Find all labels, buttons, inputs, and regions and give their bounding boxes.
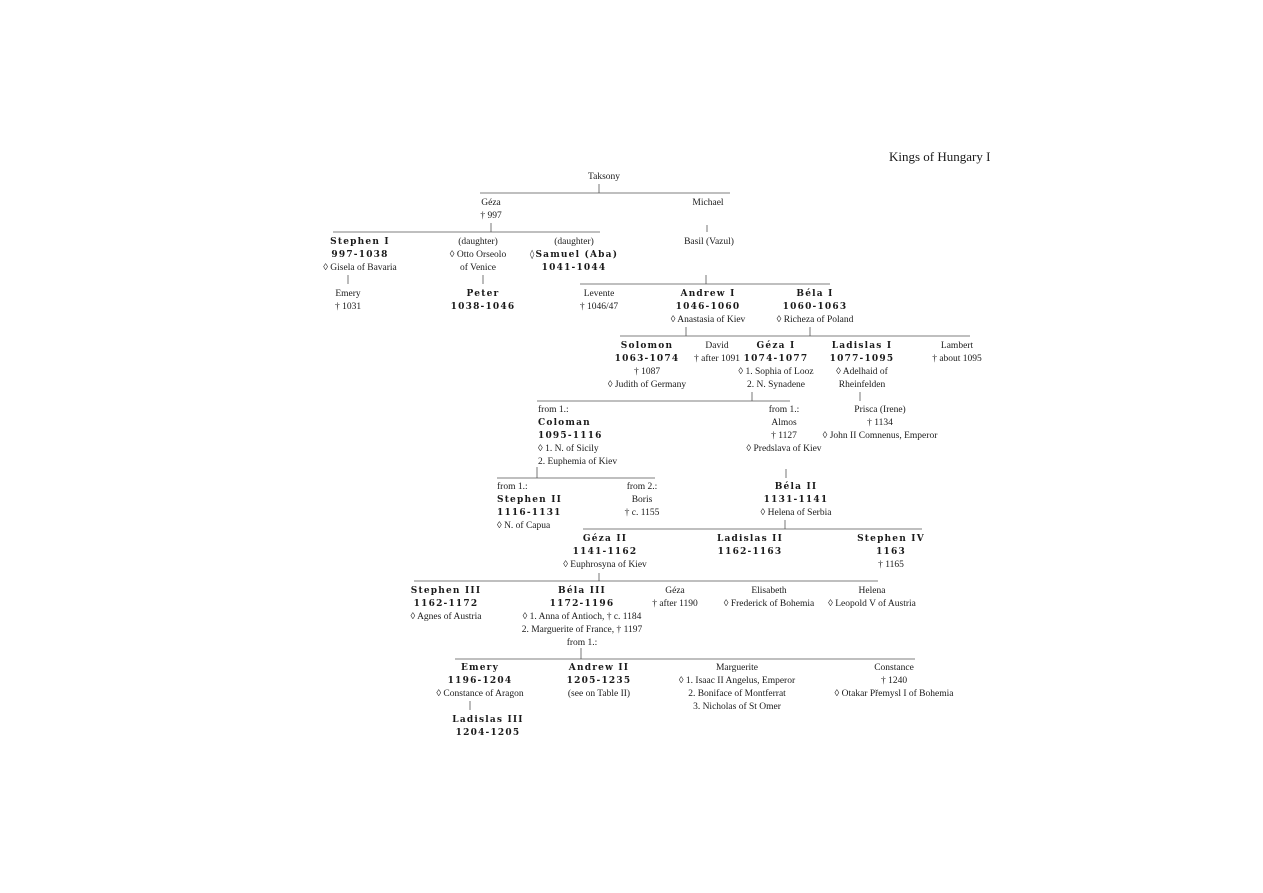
person-helena-line: ◊ Leopold V of Austria — [828, 599, 916, 609]
person-andrew2-line: Andrew II — [568, 663, 630, 673]
page-title: Kings of Hungary I — [889, 149, 991, 164]
person-geza1-line: 1074-1077 — [743, 354, 809, 364]
person-stephen1-line: 997-1038 — [331, 250, 389, 260]
person-geza1-line: ◊ 1. Sophia of Looz — [738, 367, 814, 377]
person-stephen3-line: Stephen III — [410, 586, 482, 596]
person-geza-line: Géza — [481, 198, 501, 208]
person-bela3-line: 2. Marguerite of France, † 1197 — [521, 625, 643, 635]
person-emery1-line: † 1031 — [334, 302, 362, 312]
person-prisca-line: † 1134 — [867, 418, 893, 428]
person-andrew1-line: 1046-1060 — [675, 302, 741, 312]
person-emery-line: Emery — [460, 663, 500, 673]
person-constance-line: Constance — [874, 663, 914, 673]
person-prisca-line: Prisca (Irene) — [854, 405, 906, 415]
person-geza1-line: Géza I — [756, 341, 796, 351]
person-boris-line: † c. 1155 — [624, 508, 660, 518]
person-coloman-line: 1095-1116 — [538, 431, 603, 441]
person-prisca-line: ◊ John II Comnenus, Emperor — [822, 431, 938, 441]
person-ladislas2-line: Ladislas II — [716, 534, 784, 544]
person-stephen2-line: 1116-1131 — [497, 508, 562, 518]
person-ladislas3-line: 1204-1205 — [455, 728, 521, 738]
person-bela1-line: ◊ Richeza of Poland — [776, 315, 854, 325]
person-almos-line: † 1127 — [771, 431, 797, 441]
person-marguerite-line: Marguerite — [715, 663, 759, 673]
person-emery-line: 1196-1204 — [447, 676, 513, 686]
person-daughter1-line: of Venice — [460, 263, 496, 273]
person-emery-line: ◊ Constance of Aragon — [436, 689, 524, 699]
person-marguerite-line: 3. Nicholas of St Omer — [693, 702, 781, 712]
person-constance-line: † 1240 — [880, 676, 908, 686]
person-boris-line: from 2.: — [626, 482, 658, 492]
person-daughter2-line: ◊Samuel (Aba) — [529, 250, 619, 260]
person-elisabeth-line: ◊ Frederick of Bohemia — [723, 599, 815, 609]
person-andrew2-line: (see on Table II) — [567, 689, 631, 699]
person-peter-line: 1038-1046 — [450, 302, 516, 312]
person-ladislas2-line: 1162-1163 — [717, 547, 783, 557]
person-bela2-line: 1131-1141 — [763, 495, 829, 505]
person-ladislas1-line: Ladislas I — [831, 341, 893, 351]
person-stephen1-line: Stephen I — [330, 237, 390, 247]
person-stephen3-line: ◊ Agnes of Austria — [410, 612, 482, 622]
person-daughter2-line: 1041-1044 — [541, 263, 607, 273]
person-helena-line: Helena — [858, 586, 886, 596]
person-elisabeth-line: Elisabeth — [751, 586, 787, 596]
person-bela1-line: Béla I — [796, 289, 834, 299]
person-stephen4-line: Stephen IV — [857, 534, 925, 544]
person-stephen4-line: † 1165 — [878, 560, 904, 570]
person-bela3-line: from 1.: — [566, 638, 598, 648]
person-coloman-line: 2. Euphemia of Kiev — [538, 457, 618, 467]
person-coloman-line: ◊ 1. N. of Sicily — [538, 444, 599, 454]
person-bela3-line: ◊ 1. Anna of Antioch, † c. 1184 — [522, 612, 642, 622]
person-geza-line: † 997 — [480, 211, 502, 221]
person-andrew2-line: 1205-1235 — [566, 676, 632, 686]
person-michael-line: Michael — [692, 198, 724, 208]
person-almos-line: Almos — [771, 418, 797, 428]
person-stephen3-line: 1162-1172 — [413, 599, 479, 609]
person-emery1-line: Emery — [335, 289, 361, 299]
person-geza-son-line: † after 1190 — [652, 599, 698, 609]
person-boris-line: Boris — [631, 495, 653, 505]
person-bela3-line: Béla III — [558, 586, 606, 596]
person-levente-line: Levente — [583, 289, 615, 299]
person-ladislas3-line: Ladislas III — [452, 715, 524, 725]
person-lambert-line: † about 1095 — [932, 354, 982, 364]
person-ladislas1-line: ◊ Adelhaid of — [836, 367, 888, 377]
person-taksony-line: Taksony — [587, 172, 621, 182]
person-coloman-line: Coloman — [538, 418, 591, 428]
person-geza1-line: 2. N. Synadene — [746, 380, 806, 390]
person-solomon-line: Solomon — [620, 341, 674, 351]
person-solomon-line: ◊ Judith of Germany — [607, 380, 687, 390]
person-stephen1-line: ◊ Gisela of Bavaria — [323, 263, 397, 273]
person-solomon-line: 1063-1074 — [614, 354, 680, 364]
person-lambert-line: Lambert — [940, 341, 974, 351]
person-bela3-line: 1172-1196 — [549, 599, 615, 609]
person-david-line: † after 1091 — [694, 354, 740, 364]
person-daughter1-line: (daughter) — [458, 237, 498, 247]
person-stephen2-line: ◊ N. of Capua — [497, 521, 551, 531]
person-geza2-line: ◊ Euphrosyna of Kiev — [563, 560, 647, 570]
person-andrew1-line: Andrew I — [680, 289, 736, 299]
person-geza2-line: 1141-1162 — [572, 547, 638, 557]
person-stephen2-line: from 1.: — [497, 482, 528, 492]
person-basil-line: Basil (Vazul) — [684, 237, 734, 247]
person-stephen2-line: Stephen II — [497, 495, 563, 505]
person-coloman-line: from 1.: — [538, 405, 569, 415]
person-almos-line: from 1.: — [768, 405, 800, 415]
person-levente-line: † 1046/47 — [579, 302, 619, 312]
person-daughter1-line: ◊ Otto Orseolo — [449, 250, 507, 260]
person-geza-son-line: Géza — [665, 586, 685, 596]
person-stephen4-line: 1163 — [876, 547, 906, 557]
person-almos-line: ◊ Predslava of Kiev — [746, 444, 822, 454]
person-andrew1-line: ◊ Anastasia of Kiev — [670, 315, 746, 325]
person-ladislas1-line: Rheinfelden — [838, 380, 886, 390]
person-ladislas1-line: 1077-1095 — [829, 354, 895, 364]
person-bela2-line: Béla II — [774, 482, 818, 492]
person-bela1-line: 1060-1063 — [782, 302, 848, 312]
person-constance-line: ◊ Otakar Přemysl I of Bohemia — [834, 689, 954, 699]
person-marguerite-line: 2. Boniface of Montferrat — [688, 689, 786, 699]
person-bela2-line: ◊ Helena of Serbia — [760, 508, 832, 518]
person-solomon-line: † 1087 — [633, 367, 661, 377]
person-marguerite-line: ◊ 1. Isaac II Angelus, Emperor — [678, 676, 796, 686]
person-peter-line: Peter — [466, 289, 500, 299]
person-geza2-line: Géza II — [582, 534, 628, 544]
person-daughter2-line: (daughter) — [554, 237, 594, 247]
person-david-line: David — [705, 341, 729, 351]
